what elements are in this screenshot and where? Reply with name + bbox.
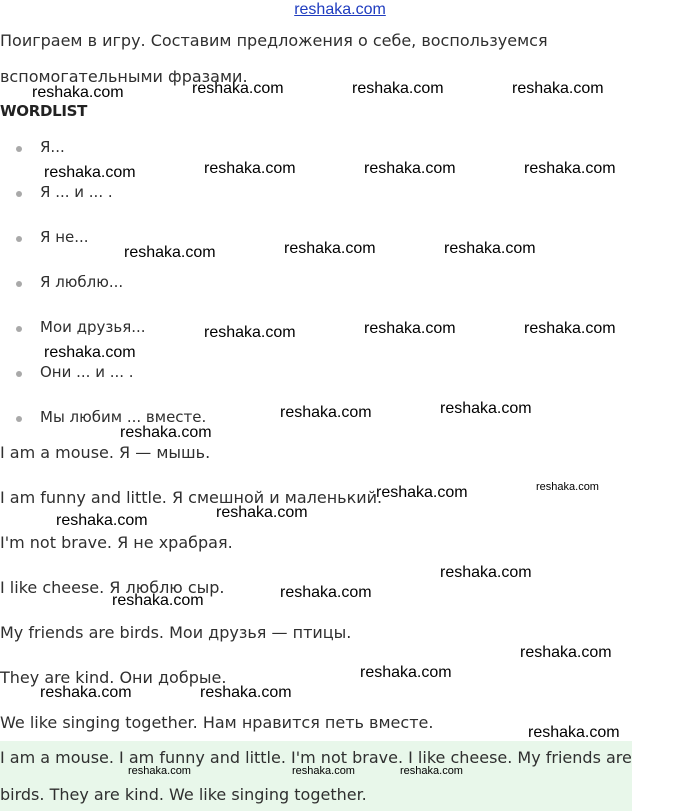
watermark: reshaka.com xyxy=(112,592,204,609)
watermark: reshaka.com xyxy=(360,664,452,681)
example-sentence: I am a mouse. Я — мышь. xyxy=(0,443,211,462)
watermark: reshaka.com xyxy=(364,320,456,337)
example-sentence: I am funny and little. Я смешной и маленький. xyxy=(0,488,383,507)
wordlist-item: Они ... и ... . xyxy=(40,363,134,381)
watermark: reshaka.com xyxy=(440,400,532,417)
bullet-icon xyxy=(16,191,22,197)
watermark: reshaka.com xyxy=(512,80,604,97)
wordlist-item: Я... xyxy=(40,138,65,156)
watermark: reshaka.com xyxy=(440,564,532,581)
bullet-icon xyxy=(16,371,22,377)
watermark: reshaka.com xyxy=(292,765,355,777)
watermark: reshaka.com xyxy=(444,240,536,257)
site-header-link[interactable]: reshaka.com xyxy=(294,1,386,18)
watermark: reshaka.com xyxy=(32,84,124,101)
bullet-icon xyxy=(16,236,22,242)
bullet-icon xyxy=(16,416,22,422)
bullet-icon xyxy=(16,326,22,332)
watermark: reshaka.com xyxy=(192,80,284,97)
watermark: reshaka.com xyxy=(216,504,308,521)
watermark: reshaka.com xyxy=(528,724,620,741)
watermark: reshaka.com xyxy=(120,424,212,441)
example-sentence: My friends are birds. Мои друзья — птицы. xyxy=(0,623,352,642)
watermark: reshaka.com xyxy=(200,684,292,701)
wordlist-item: Мы любим ... вместе. xyxy=(40,408,207,426)
example-sentence: I like cheese. Я люблю сыр. xyxy=(0,578,225,597)
watermark: reshaka.com xyxy=(280,404,372,421)
watermark: reshaka.com xyxy=(352,80,444,97)
wordlist-item: Я ... и ... . xyxy=(40,183,113,201)
watermark: reshaka.com xyxy=(128,765,191,777)
example-sentence: They are kind. Они добрые. xyxy=(0,668,227,687)
watermark: reshaka.com xyxy=(536,481,599,493)
watermark: reshaka.com xyxy=(204,324,296,341)
watermark: reshaka.com xyxy=(524,320,616,337)
watermark: reshaka.com xyxy=(204,160,296,177)
bullet-icon xyxy=(16,146,22,152)
watermark: reshaka.com xyxy=(524,160,616,177)
example-sentence: We like singing together. Нам нравится петь вместе. xyxy=(0,713,434,732)
wordlist-heading: WORDLIST xyxy=(0,102,88,120)
intro-line-2: вспомогательными фразами. xyxy=(0,67,248,86)
watermark: reshaka.com xyxy=(280,584,372,601)
watermark: reshaka.com xyxy=(44,344,136,361)
watermark: reshaka.com xyxy=(124,244,216,261)
watermark: reshaka.com xyxy=(364,160,456,177)
wordlist-item: Мои друзья... xyxy=(40,318,146,336)
bullet-icon xyxy=(16,281,22,287)
watermark: reshaka.com xyxy=(284,240,376,257)
watermark: reshaka.com xyxy=(400,765,463,777)
summary-line-2: birds. They are kind. We like singing together. xyxy=(0,785,367,804)
watermark: reshaka.com xyxy=(56,512,148,529)
wordlist-item: Я люблю... xyxy=(40,273,124,291)
watermark: reshaka.com xyxy=(44,164,136,181)
watermark: reshaka.com xyxy=(520,644,612,661)
watermark: reshaka.com xyxy=(376,484,468,501)
wordlist-item: Я не... xyxy=(40,228,89,246)
summary-line-1: I am a mouse. I am funny and little. I'm not brave. I like cheese. My friends are xyxy=(0,748,632,767)
watermark: reshaka.com xyxy=(40,684,132,701)
intro-line-1: Поиграем в игру. Составим предложения о себе, воспользуемся xyxy=(0,31,548,50)
example-sentence: I'm not brave. Я не храбрая. xyxy=(0,533,233,552)
